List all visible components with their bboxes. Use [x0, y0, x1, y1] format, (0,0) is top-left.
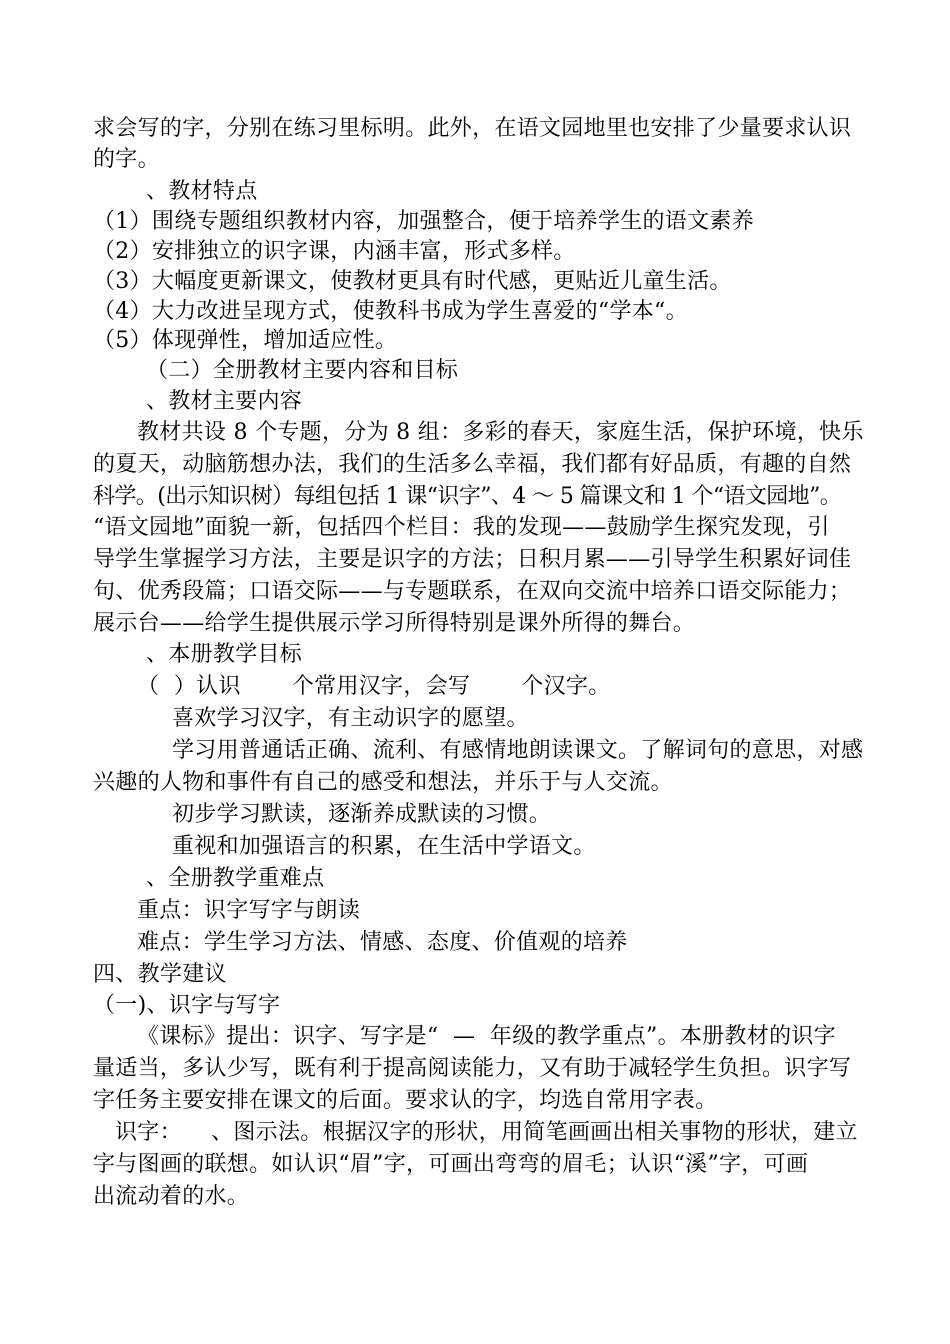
text-line: 展示台——给学生提供展示学习所得特别是课外所得的舞台。: [93, 611, 696, 636]
text-line: 字任务主要安排在课文的后面。要求认的字，均选自常用字表。: [93, 1088, 718, 1113]
text-line: 求会写的字，分别在练习里标明。此外，在语文园地里也安排了少量要求认识: [93, 116, 852, 141]
text-line: 重点：识字写字与朗读: [137, 898, 361, 923]
section-heading: 四、教学建议: [93, 962, 227, 987]
text-line: 难点：学生学习方法、情感、态度、价值观的培养: [137, 930, 628, 955]
text-line: 识字： 、图示法。根据汉字的形状，用简笔画画出相关事物的形状，建立: [115, 1120, 858, 1145]
text-line: 学习用普通话正确、流利、有感情地朗读课文。了解词句的意思，对感: [172, 738, 864, 763]
text-line: 初步学习默读，逐渐养成默读的习惯。: [172, 802, 552, 827]
text-line: （ ）认识 个常用汉字，会写 个汉字。: [137, 674, 611, 699]
text-line: 句、优秀段篇；口语交际——与专题联系，在双向交流中培养口语交际能力；: [93, 579, 852, 604]
section-heading: 、教材主要内容: [146, 389, 303, 414]
section-heading: 、本册教学目标: [146, 642, 303, 667]
text-line: 教材共设 8 个专题，分为 8 组：多彩的春天，家庭生活，保护环境，快乐: [137, 420, 864, 445]
list-item: （3）大幅度更新课文，使教材更具有时代感，更贴近儿童生活。: [93, 269, 732, 294]
section-heading: 、教材特点: [146, 179, 258, 204]
text-line: 导学生掌握学习方法，主要是识字的方法；日积月累——引导学生积累好词佳: [93, 547, 852, 572]
text-line: 兴趣的人物和事件有自己的感受和想法，并乐于与人交流。: [93, 770, 673, 795]
list-item: （4）大力改进呈现方式，使教科书成为学生喜爱的“学本“。: [93, 299, 688, 324]
text-line: 的字。: [93, 147, 160, 172]
text-line: 字与图画的联想。如认识“眉”字，可画出弯弯的眉毛；认识“溪”字，可画: [93, 1152, 809, 1177]
text-line: 喜欢学习汉字，有主动识字的愿望。: [172, 706, 529, 731]
section-heading: （一)、识字与写字: [93, 993, 281, 1018]
text-line: 重视和加强语言的积累，在生活中学语文。: [172, 834, 596, 859]
text-line: 量适当，多认少写，既有利于提高阅读能力，又有助于减轻学生负担。识字写: [93, 1056, 852, 1081]
list-item: （5）体现弹性，增加适应性。: [93, 328, 398, 353]
text-line: “语文园地”面貌一新，包括四个栏目：我的发现——鼓励学生探究发现，引: [93, 515, 830, 540]
text-line: 科学。(出示知识树）每组包括 1 课“识字”、4 ～ 5 篇课文和 1 个“语文园地”。: [93, 484, 842, 509]
list-item: （1）围绕专题组织教材内容，加强整合，便于培养学生的语文素养: [93, 209, 754, 234]
list-item: （2）安排独立的识字课，内涵丰富，形式多样。: [93, 239, 576, 264]
section-heading: （二）全册教材主要内容和目标: [146, 358, 459, 383]
text-line: 的夏天，动脑筋想办法，我们的生活多么幸福，我们都有好品质，有趣的自然: [93, 452, 852, 477]
text-line: 《课标》提出：识字、写字是“ — 年级的教学重点”。本册教材的识字: [137, 1024, 836, 1049]
section-heading: 、全册教学重难点: [146, 866, 325, 891]
text-line: 出流动着的水。: [93, 1184, 250, 1209]
